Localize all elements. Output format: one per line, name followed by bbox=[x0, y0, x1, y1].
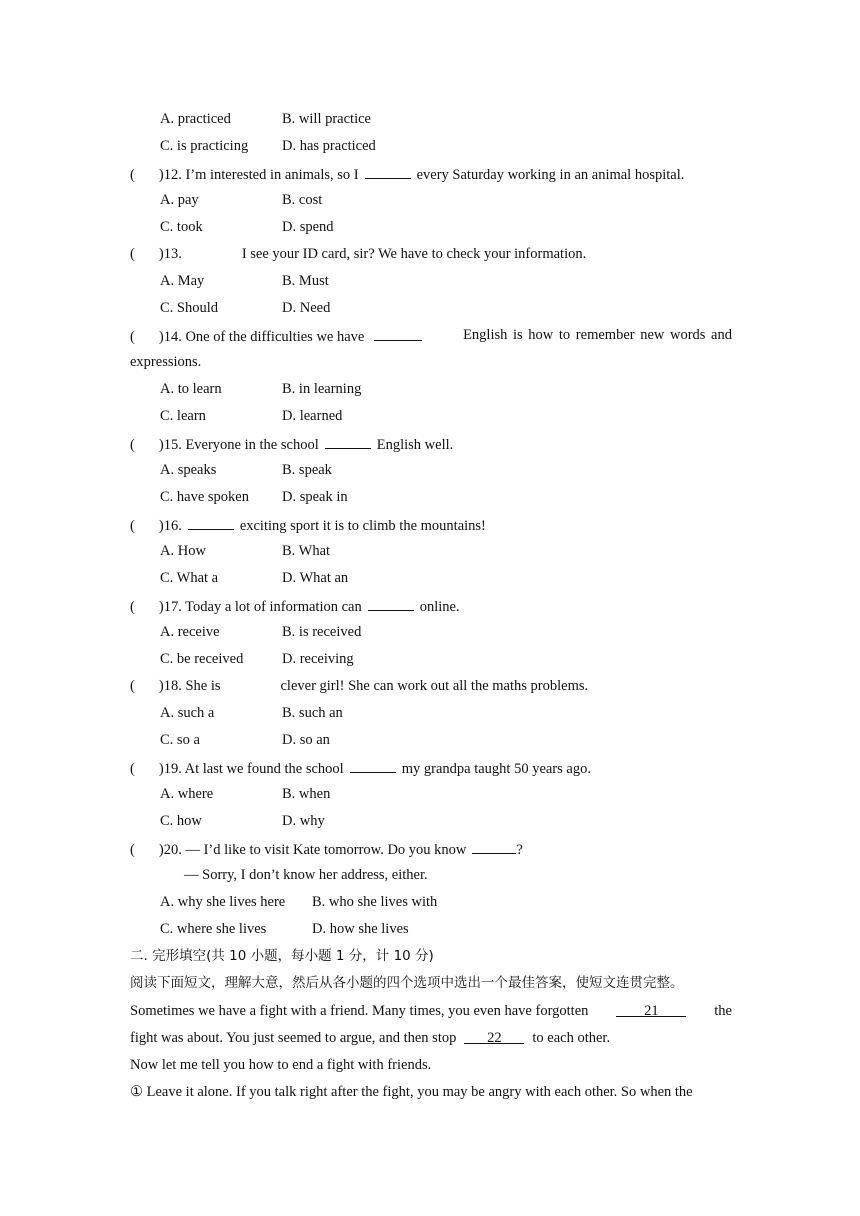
q15-blank[interactable] bbox=[325, 434, 371, 449]
q14-option-b[interactable]: B. in learning bbox=[282, 381, 362, 397]
q19-blank[interactable] bbox=[350, 758, 396, 773]
q17-option-c[interactable]: C. be received bbox=[160, 651, 244, 667]
passage-text: Sometimes we have a fight with a friend. Many times, you even have forgotten bbox=[130, 1003, 589, 1019]
q16-blank[interactable] bbox=[188, 515, 234, 530]
q13-option-c[interactable]: C. Should bbox=[160, 300, 219, 316]
q20-text-b: ? bbox=[516, 842, 523, 858]
q14-blank[interactable] bbox=[374, 326, 422, 341]
q13-option-b[interactable]: B. Must bbox=[282, 273, 329, 289]
q16-text-b: exciting sport it is to climb the mountains! bbox=[239, 518, 486, 534]
passage-line-4: ① Leave it alone. If you talk right after the fight, you may be angry with each other. So when the bbox=[130, 1084, 693, 1100]
q14-option-c[interactable]: C. learn bbox=[160, 408, 206, 424]
q17-option-a[interactable]: A. receive bbox=[160, 624, 220, 640]
passage-text: to each other. bbox=[532, 1030, 611, 1046]
q11-option-d[interactable]: D. has practiced bbox=[282, 138, 376, 154]
q18-option-b[interactable]: B. such an bbox=[282, 705, 343, 721]
q13-option-d[interactable]: D. Need bbox=[282, 300, 331, 316]
q17-option-d[interactable]: D. receiving bbox=[282, 651, 354, 667]
q16-option-b[interactable]: B. What bbox=[282, 543, 331, 559]
q18-text-b: clever girl! She can work out all the maths problems. bbox=[280, 678, 589, 694]
q13-text-b: I see your ID card, sir? We have to check your information. bbox=[241, 246, 587, 262]
q14-text-a: 14. One of the difficulties we have bbox=[163, 329, 365, 345]
passage-line-2 bbox=[130, 1029, 610, 1047]
q16-stem: ( )16. exciting sport it is to climb the mountains! bbox=[130, 515, 486, 535]
q20-text-a: 20. — I’d like to visit Kate tomorrow. Do you know bbox=[163, 842, 467, 858]
q17-stem: ( )17. Today a lot of information can online. bbox=[130, 596, 460, 616]
q19-option-c[interactable]: C. how bbox=[160, 813, 202, 829]
cloze-blank-21[interactable]: 21 bbox=[616, 1002, 686, 1017]
q14-text-b: English is how to remember new words and bbox=[463, 327, 732, 343]
q20-blank[interactable] bbox=[472, 839, 516, 854]
q15-option-c[interactable]: C. have spoken bbox=[160, 489, 249, 505]
q12-option-c[interactable]: C. took bbox=[160, 219, 203, 235]
q18-stem: ( )18. She is clever girl! She can work out all the maths problems. bbox=[130, 678, 589, 694]
q12-stem: ( )12. I’m interested in animals, so I every Saturday working in an animal hospital. bbox=[130, 164, 684, 184]
q19-option-b[interactable]: B. when bbox=[282, 786, 331, 802]
q15-text-b: English well. bbox=[376, 437, 454, 453]
q20-option-c[interactable]: C. where she lives bbox=[160, 921, 267, 937]
q12-text-a: 12. I’m interested in animals, so I bbox=[163, 167, 359, 183]
q12-option-a[interactable]: A. pay bbox=[160, 192, 199, 208]
q15-option-d[interactable]: D. speak in bbox=[282, 489, 348, 505]
q20-option-d[interactable]: D. how she lives bbox=[312, 921, 409, 937]
q18-option-d[interactable]: D. so an bbox=[282, 732, 330, 748]
q14-stem: ( )14. One of the difficulties we have English is how to remember new words and bbox=[130, 327, 732, 345]
passage-text: fight was about. You just seemed to argue, and then stop bbox=[130, 1030, 457, 1046]
q11-option-b[interactable]: B. will practice bbox=[282, 111, 371, 127]
q19-text-b: my grandpa taught 50 years ago. bbox=[401, 761, 591, 777]
cloze-blank-22[interactable]: 22 bbox=[464, 1029, 524, 1044]
passage-text: the bbox=[714, 1003, 732, 1019]
q14-option-d[interactable]: D. learned bbox=[282, 408, 343, 424]
q15-stem: ( )15. Everyone in the school English well. bbox=[130, 434, 453, 454]
q12-blank[interactable] bbox=[365, 164, 411, 179]
q18-text-a: 18. She is bbox=[163, 678, 221, 694]
passage-line-1 bbox=[130, 1002, 732, 1020]
section2-instruction: 阅读下面短文，理解大意，然后从各小题的四个选项中选出一个最佳答案，使短文连贯完整。 bbox=[130, 975, 684, 991]
q16-text-a: 16. bbox=[163, 518, 182, 534]
q15-text-a: 15. Everyone in the school bbox=[163, 437, 319, 453]
q13-text-a: 13. bbox=[163, 246, 182, 262]
answer-paren-open: ( bbox=[130, 167, 135, 183]
q19-text-a: 19. At last we found the school bbox=[163, 761, 344, 777]
q20-option-b[interactable]: B. who she lives with bbox=[312, 894, 438, 910]
q13-option-a[interactable]: A. May bbox=[160, 273, 205, 289]
q18-option-c[interactable]: C. so a bbox=[160, 732, 200, 748]
q16-option-c[interactable]: C. What a bbox=[160, 570, 219, 586]
q16-option-d[interactable]: D. What an bbox=[282, 570, 349, 586]
q17-blank[interactable] bbox=[368, 596, 414, 611]
q19-option-d[interactable]: D. why bbox=[282, 813, 325, 829]
q20-reply: — Sorry, I don’t know her address, either. bbox=[184, 867, 428, 883]
q12-text-b: every Saturday working in an animal hospital. bbox=[416, 167, 685, 183]
q11-option-a[interactable]: A. practiced bbox=[160, 111, 231, 127]
q17-text-b: online. bbox=[419, 599, 460, 615]
q12-option-b[interactable]: B. cost bbox=[282, 192, 323, 208]
q14-option-a[interactable]: A. to learn bbox=[160, 381, 222, 397]
q15-option-b[interactable]: B. speak bbox=[282, 462, 332, 478]
q20-option-a[interactable]: A. why she lives here bbox=[160, 894, 286, 910]
q17-text-a: 17. Today a lot of information can bbox=[163, 599, 362, 615]
q15-option-a[interactable]: A. speaks bbox=[160, 462, 217, 478]
q11-option-c[interactable]: C. is practicing bbox=[160, 138, 249, 154]
q16-option-a[interactable]: A. How bbox=[160, 543, 206, 559]
q13-stem: ( )13. I see your ID card, sir? We have to check your information. bbox=[130, 246, 587, 262]
passage-line-3: Now let me tell you how to end a fight with friends. bbox=[130, 1057, 432, 1073]
q14-text-c: expressions. bbox=[130, 354, 202, 370]
q20-stem: ( )20. — I’d like to visit Kate tomorrow. Do you know ? bbox=[130, 839, 523, 859]
q17-option-b[interactable]: B. is received bbox=[282, 624, 362, 640]
q12-option-d[interactable]: D. spend bbox=[282, 219, 334, 235]
q19-stem: ( )19. At last we found the school my grandpa taught 50 years ago. bbox=[130, 758, 591, 778]
section2-heading: 二. 完形填空(共 10 小题，每小题 1 分，计 10 分) bbox=[130, 948, 434, 964]
q18-option-a[interactable]: A. such a bbox=[160, 705, 215, 721]
q19-option-a[interactable]: A. where bbox=[160, 786, 214, 802]
